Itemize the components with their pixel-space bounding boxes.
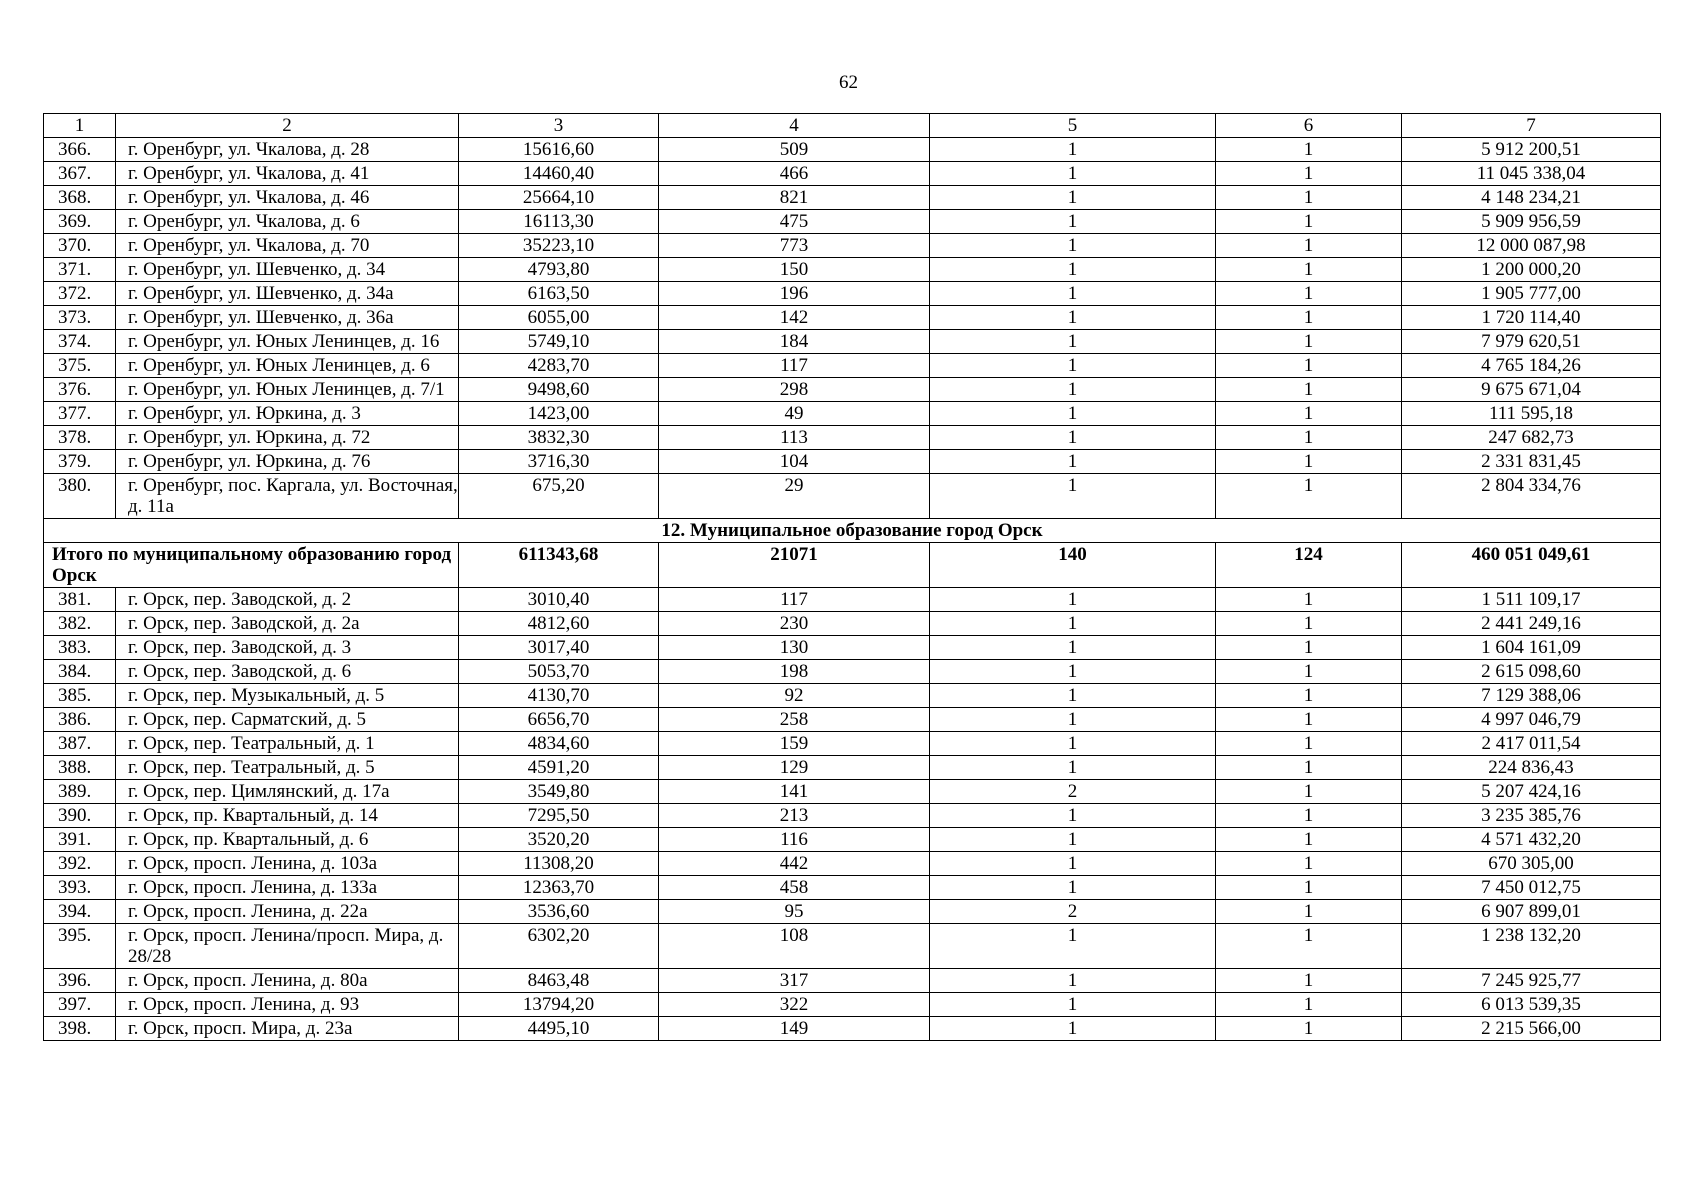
column-number: 3: [459, 114, 659, 138]
column-5: 1: [930, 732, 1216, 756]
table-row: [44, 138, 1661, 162]
column-6: 1: [1216, 402, 1402, 426]
row-number: 395.: [44, 924, 116, 969]
column-5: 1: [930, 636, 1216, 660]
row-number: 381.: [44, 588, 116, 612]
address: г. Орск, пр. Квартальный, д. 14: [116, 804, 459, 828]
column-6: 1: [1216, 876, 1402, 900]
column-6: 1: [1216, 804, 1402, 828]
residents: 92: [659, 684, 930, 708]
residents: 442: [659, 852, 930, 876]
row-number: 396.: [44, 969, 116, 993]
residents: 466: [659, 162, 930, 186]
column-5: 1: [930, 258, 1216, 282]
cost: 2 215 566,00: [1402, 1017, 1661, 1041]
row-number: 397.: [44, 993, 116, 1017]
residents: 821: [659, 186, 930, 210]
address: г. Оренбург, пос. Каргала, ул. Восточная, д. 11а: [116, 474, 459, 519]
table-row: [44, 924, 1661, 969]
area: 4283,70: [459, 354, 659, 378]
column-6: 1: [1216, 378, 1402, 402]
cost: 1 238 132,20: [1402, 924, 1661, 969]
column-5: 1: [930, 138, 1216, 162]
cost: 5 909 956,59: [1402, 210, 1661, 234]
column-5: 1: [930, 234, 1216, 258]
row-number: 371.: [44, 258, 116, 282]
cost: 2 417 011,54: [1402, 732, 1661, 756]
total-row: [44, 543, 1661, 588]
column-5: 1: [930, 993, 1216, 1017]
area: 3716,30: [459, 450, 659, 474]
area: 3010,40: [459, 588, 659, 612]
area: 675,20: [459, 474, 659, 519]
address: г. Оренбург, ул. Шевченко, д. 34: [116, 258, 459, 282]
table-row: [44, 354, 1661, 378]
cost: 1 720 114,40: [1402, 306, 1661, 330]
column-6: 1: [1216, 852, 1402, 876]
area: 4793,80: [459, 258, 659, 282]
table-row: [44, 708, 1661, 732]
column-6: 1: [1216, 450, 1402, 474]
residents: 230: [659, 612, 930, 636]
row-number: 370.: [44, 234, 116, 258]
cost: 7 245 925,77: [1402, 969, 1661, 993]
column-6: 1: [1216, 828, 1402, 852]
table-row: [44, 258, 1661, 282]
column-5: 1: [930, 804, 1216, 828]
address: г. Орск, пер. Музыкальный, д. 5: [116, 684, 459, 708]
address: г. Оренбург, ул. Юркина, д. 3: [116, 402, 459, 426]
table-row: [44, 969, 1661, 993]
residents: 130: [659, 636, 930, 660]
address: г. Орск, просп. Ленина, д. 103а: [116, 852, 459, 876]
column-6: 1: [1216, 162, 1402, 186]
cost: 7 129 388,06: [1402, 684, 1661, 708]
cost: 3 235 385,76: [1402, 804, 1661, 828]
address: г. Орск, пер. Театральный, д. 1: [116, 732, 459, 756]
address: г. Оренбург, ул. Чкалова, д. 70: [116, 234, 459, 258]
row-number: 389.: [44, 780, 116, 804]
column-5: 1: [930, 354, 1216, 378]
residents: 141: [659, 780, 930, 804]
area: 3017,40: [459, 636, 659, 660]
column-number-row: [44, 114, 1661, 138]
column-6: 1: [1216, 258, 1402, 282]
column-5: 1: [930, 969, 1216, 993]
address: г. Орск, пер. Заводской, д. 2: [116, 588, 459, 612]
row-number: 366.: [44, 138, 116, 162]
table-row: [44, 804, 1661, 828]
row-number: 368.: [44, 186, 116, 210]
area: 16113,30: [459, 210, 659, 234]
column-5: 1: [930, 330, 1216, 354]
table-row: [44, 660, 1661, 684]
column-number: 7: [1402, 114, 1661, 138]
address: г. Оренбург, ул. Чкалова, д. 28: [116, 138, 459, 162]
address: г. Оренбург, ул. Шевченко, д. 34а: [116, 282, 459, 306]
cost: 12 000 087,98: [1402, 234, 1661, 258]
cost: 11 045 338,04: [1402, 162, 1661, 186]
area: 35223,10: [459, 234, 659, 258]
row-number: 384.: [44, 660, 116, 684]
residents: 184: [659, 330, 930, 354]
area: 5053,70: [459, 660, 659, 684]
address: г. Орск, просп. Ленина/просп. Мира, д. 28/28: [116, 924, 459, 969]
residents: 509: [659, 138, 930, 162]
residents: 159: [659, 732, 930, 756]
row-number: 394.: [44, 900, 116, 924]
area: 5749,10: [459, 330, 659, 354]
area: 4130,70: [459, 684, 659, 708]
row-number: 380.: [44, 474, 116, 519]
row-number: 375.: [44, 354, 116, 378]
address: г. Орск, пер. Театральный, д. 5: [116, 756, 459, 780]
table-row: [44, 474, 1661, 519]
table-row: [44, 732, 1661, 756]
cost: 6 013 539,35: [1402, 993, 1661, 1017]
cost: 2 331 831,45: [1402, 450, 1661, 474]
column-5: 1: [930, 756, 1216, 780]
table-row: [44, 1017, 1661, 1041]
residents: 104: [659, 450, 930, 474]
table-row: [44, 756, 1661, 780]
address: г. Оренбург, ул. Чкалова, д. 41: [116, 162, 459, 186]
column-5: 1: [930, 684, 1216, 708]
residents: 113: [659, 426, 930, 450]
area: 11308,20: [459, 852, 659, 876]
row-number: 383.: [44, 636, 116, 660]
row-number: 393.: [44, 876, 116, 900]
column-5: 1: [930, 210, 1216, 234]
column-6: 1: [1216, 612, 1402, 636]
cost: 5 207 424,16: [1402, 780, 1661, 804]
area: 4495,10: [459, 1017, 659, 1041]
column-5: 1: [930, 828, 1216, 852]
area: 3536,60: [459, 900, 659, 924]
address: г. Орск, просп. Ленина, д. 22а: [116, 900, 459, 924]
row-number: 369.: [44, 210, 116, 234]
total-label: Итого по муниципальному образованию город Орск: [44, 543, 459, 588]
address: г. Орск, просп. Ленина, д. 93: [116, 993, 459, 1017]
cost: 247 682,73: [1402, 426, 1661, 450]
table-row: [44, 426, 1661, 450]
row-number: 367.: [44, 162, 116, 186]
area: 6302,20: [459, 924, 659, 969]
area: 4812,60: [459, 612, 659, 636]
address: г. Орск, пер. Сарматский, д. 5: [116, 708, 459, 732]
residents: 129: [659, 756, 930, 780]
column-5: 1: [930, 924, 1216, 969]
residents: 150: [659, 258, 930, 282]
cost: 4 571 432,20: [1402, 828, 1661, 852]
column-5: 1: [930, 186, 1216, 210]
address: г. Орск, просп. Мира, д. 23а: [116, 1017, 459, 1041]
column-6: 1: [1216, 1017, 1402, 1041]
column-6: 1: [1216, 234, 1402, 258]
area: 6163,50: [459, 282, 659, 306]
column-5: 1: [930, 852, 1216, 876]
row-number: 391.: [44, 828, 116, 852]
column-5: 1: [930, 282, 1216, 306]
cost: 1 511 109,17: [1402, 588, 1661, 612]
table-row: [44, 450, 1661, 474]
column-number: 1: [44, 114, 116, 138]
cost: 5 912 200,51: [1402, 138, 1661, 162]
area: 3549,80: [459, 780, 659, 804]
column-number: 2: [116, 114, 459, 138]
column-5: 1: [930, 876, 1216, 900]
address: г. Оренбург, ул. Юркина, д. 72: [116, 426, 459, 450]
total-area: 611343,68: [459, 543, 659, 588]
column-5: 1: [930, 162, 1216, 186]
residents: 258: [659, 708, 930, 732]
total-column-5: 140: [930, 543, 1216, 588]
area: 15616,60: [459, 138, 659, 162]
column-5: 1: [930, 1017, 1216, 1041]
column-6: 1: [1216, 138, 1402, 162]
column-5: 1: [930, 474, 1216, 519]
column-5: 1: [930, 588, 1216, 612]
area: 1423,00: [459, 402, 659, 426]
cost: 4 997 046,79: [1402, 708, 1661, 732]
column-6: 1: [1216, 330, 1402, 354]
table-row: [44, 186, 1661, 210]
cost: 1 604 161,09: [1402, 636, 1661, 660]
row-number: 377.: [44, 402, 116, 426]
residents: 317: [659, 969, 930, 993]
area: 13794,20: [459, 993, 659, 1017]
column-6: 1: [1216, 354, 1402, 378]
table-row: [44, 402, 1661, 426]
area: 9498,60: [459, 378, 659, 402]
residents: 117: [659, 354, 930, 378]
row-number: 398.: [44, 1017, 116, 1041]
table-row: [44, 993, 1661, 1017]
section-title: 12. Муниципальное образование город Орск: [44, 519, 1661, 543]
column-6: 1: [1216, 924, 1402, 969]
total-cost: 460 051 049,61: [1402, 543, 1661, 588]
address: г. Оренбург, ул. Чкалова, д. 46: [116, 186, 459, 210]
residents: 142: [659, 306, 930, 330]
cost: 224 836,43: [1402, 756, 1661, 780]
column-6: 1: [1216, 780, 1402, 804]
column-6: 1: [1216, 306, 1402, 330]
area: 6656,70: [459, 708, 659, 732]
residents: 49: [659, 402, 930, 426]
residents: 108: [659, 924, 930, 969]
column-6: 1: [1216, 732, 1402, 756]
total-column-6: 124: [1216, 543, 1402, 588]
residents: 298: [659, 378, 930, 402]
residents: 198: [659, 660, 930, 684]
column-6: 1: [1216, 210, 1402, 234]
column-6: 1: [1216, 993, 1402, 1017]
column-6: 1: [1216, 660, 1402, 684]
column-5: 1: [930, 426, 1216, 450]
column-6: 1: [1216, 969, 1402, 993]
row-number: 382.: [44, 612, 116, 636]
residents: 95: [659, 900, 930, 924]
area: 3832,30: [459, 426, 659, 450]
row-number: 373.: [44, 306, 116, 330]
cost: 1 905 777,00: [1402, 282, 1661, 306]
address: г. Орск, пер. Заводской, д. 2а: [116, 612, 459, 636]
area: 3520,20: [459, 828, 659, 852]
cost: 2 441 249,16: [1402, 612, 1661, 636]
address: г. Оренбург, ул. Юркина, д. 76: [116, 450, 459, 474]
area: 25664,10: [459, 186, 659, 210]
table-row: [44, 162, 1661, 186]
column-5: 1: [930, 450, 1216, 474]
table-row: [44, 378, 1661, 402]
address: г. Оренбург, ул. Чкалова, д. 6: [116, 210, 459, 234]
area: 4834,60: [459, 732, 659, 756]
cost: 4 765 184,26: [1402, 354, 1661, 378]
table-row: [44, 210, 1661, 234]
table-row: [44, 588, 1661, 612]
table-row: [44, 780, 1661, 804]
cost: 2 804 334,76: [1402, 474, 1661, 519]
address: г. Оренбург, ул. Юных Ленинцев, д. 6: [116, 354, 459, 378]
column-5: 1: [930, 306, 1216, 330]
table-row: [44, 306, 1661, 330]
area: 14460,40: [459, 162, 659, 186]
row-number: 378.: [44, 426, 116, 450]
row-number: 374.: [44, 330, 116, 354]
cost: 4 148 234,21: [1402, 186, 1661, 210]
area: 7295,50: [459, 804, 659, 828]
residents: 117: [659, 588, 930, 612]
column-5: 1: [930, 708, 1216, 732]
row-number: 392.: [44, 852, 116, 876]
row-number: 376.: [44, 378, 116, 402]
address: г. Орск, пер. Цимлянский, д. 17а: [116, 780, 459, 804]
page-number: 62: [839, 72, 858, 93]
cost: 9 675 671,04: [1402, 378, 1661, 402]
residents: 213: [659, 804, 930, 828]
column-6: 1: [1216, 426, 1402, 450]
column-6: 1: [1216, 474, 1402, 519]
residents: 322: [659, 993, 930, 1017]
table-row: [44, 330, 1661, 354]
column-5: 1: [930, 402, 1216, 426]
column-6: 1: [1216, 684, 1402, 708]
column-5: 2: [930, 780, 1216, 804]
area: 6055,00: [459, 306, 659, 330]
column-6: 1: [1216, 756, 1402, 780]
table-row: [44, 636, 1661, 660]
column-number: 4: [659, 114, 930, 138]
registry-table: [43, 113, 1661, 1041]
table-row: [44, 612, 1661, 636]
column-6: 1: [1216, 636, 1402, 660]
address: г. Орск, пер. Заводской, д. 6: [116, 660, 459, 684]
table-row: [44, 852, 1661, 876]
column-number: 5: [930, 114, 1216, 138]
row-number: 379.: [44, 450, 116, 474]
area: 12363,70: [459, 876, 659, 900]
table-row: [44, 828, 1661, 852]
address: г. Орск, просп. Ленина, д. 80а: [116, 969, 459, 993]
row-number: 372.: [44, 282, 116, 306]
table-row: [44, 876, 1661, 900]
column-6: 1: [1216, 708, 1402, 732]
column-6: 1: [1216, 186, 1402, 210]
registry-table-body: [44, 114, 1661, 1041]
residents: 196: [659, 282, 930, 306]
column-6: 1: [1216, 282, 1402, 306]
address: г. Орск, просп. Ленина, д. 133а: [116, 876, 459, 900]
address: г. Оренбург, ул. Юных Ленинцев, д. 16: [116, 330, 459, 354]
table-row: [44, 234, 1661, 258]
cost: 7 450 012,75: [1402, 876, 1661, 900]
residents: 475: [659, 210, 930, 234]
column-5: 1: [930, 612, 1216, 636]
column-6: 1: [1216, 588, 1402, 612]
area: 4591,20: [459, 756, 659, 780]
cost: 670 305,00: [1402, 852, 1661, 876]
cost: 111 595,18: [1402, 402, 1661, 426]
column-5: 1: [930, 378, 1216, 402]
cost: 2 615 098,60: [1402, 660, 1661, 684]
residents: 149: [659, 1017, 930, 1041]
table-row: [44, 900, 1661, 924]
table-row: [44, 282, 1661, 306]
section-heading-row: [44, 519, 1661, 543]
address: г. Орск, пер. Заводской, д. 3: [116, 636, 459, 660]
total-residents: 21071: [659, 543, 930, 588]
residents: 773: [659, 234, 930, 258]
address: г. Оренбург, ул. Шевченко, д. 36а: [116, 306, 459, 330]
cost: 7 979 620,51: [1402, 330, 1661, 354]
table-row: [44, 684, 1661, 708]
row-number: 385.: [44, 684, 116, 708]
area: 8463,48: [459, 969, 659, 993]
residents: 116: [659, 828, 930, 852]
column-5: 2: [930, 900, 1216, 924]
column-6: 1: [1216, 900, 1402, 924]
cost: 1 200 000,20: [1402, 258, 1661, 282]
row-number: 390.: [44, 804, 116, 828]
address: г. Орск, пр. Квартальный, д. 6: [116, 828, 459, 852]
row-number: 386.: [44, 708, 116, 732]
residents: 29: [659, 474, 930, 519]
row-number: 388.: [44, 756, 116, 780]
residents: 458: [659, 876, 930, 900]
row-number: 387.: [44, 732, 116, 756]
column-5: 1: [930, 660, 1216, 684]
address: г. Оренбург, ул. Юных Ленинцев, д. 7/1: [116, 378, 459, 402]
column-number: 6: [1216, 114, 1402, 138]
cost: 6 907 899,01: [1402, 900, 1661, 924]
